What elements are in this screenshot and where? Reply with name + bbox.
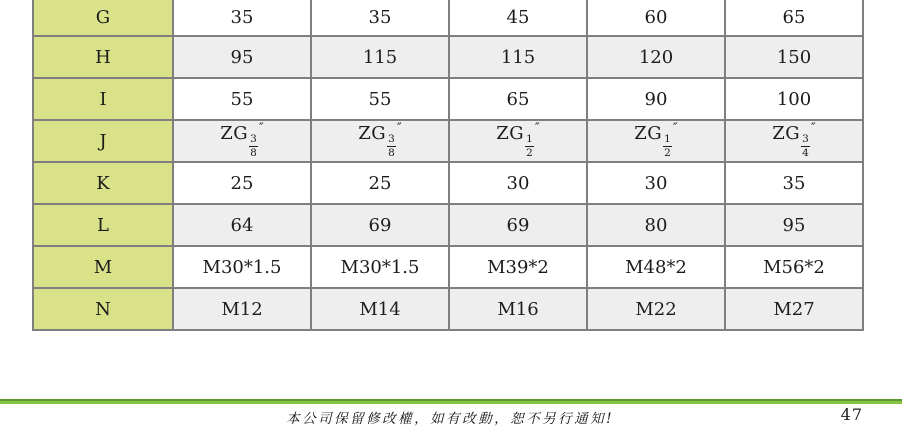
- cell-value: [173, 120, 311, 162]
- cell-value: 150: [725, 36, 863, 78]
- cell-value: M30*1.5: [173, 246, 311, 288]
- table-row: [33, 36, 863, 78]
- cell-value: M48*2: [587, 246, 725, 288]
- footer-note: 本公司保留修改權，如有改動，恕不另行通知!: [286, 411, 615, 427]
- cell-value: 95: [725, 204, 863, 246]
- row-label: N: [33, 288, 173, 330]
- thread-prefix: ZG: [358, 123, 387, 145]
- cell-value: [725, 120, 863, 162]
- cell-value: 55: [311, 78, 449, 120]
- row-label: H: [33, 36, 173, 78]
- cell-value: M56*2: [725, 246, 863, 288]
- cell-value: 95: [173, 36, 311, 78]
- cell-value: 120: [587, 36, 725, 78]
- row-label: J: [33, 120, 173, 162]
- double-prime-mark: ″: [534, 121, 540, 137]
- thread-fraction: $\frac{1}{2}$: [526, 133, 533, 159]
- cell-value: M16: [449, 288, 587, 330]
- table-row: [33, 246, 863, 288]
- thread-fraction: $\frac{3}{8}$: [250, 133, 257, 159]
- page-number: 47: [840, 405, 863, 424]
- table-row: [33, 120, 863, 162]
- cell-value: 30: [449, 162, 587, 204]
- cell-value: 45: [449, 0, 587, 36]
- cell-value: 65: [449, 78, 587, 120]
- spec-table: [32, 0, 864, 331]
- table-row: [33, 162, 863, 204]
- cell-value: M30*1.5: [311, 246, 449, 288]
- cell-value: 30: [587, 162, 725, 204]
- cell-value: 25: [173, 162, 311, 204]
- double-prime-mark: ″: [672, 121, 678, 137]
- cell-value: 35: [173, 0, 311, 36]
- cell-value: 25: [311, 162, 449, 204]
- double-prime-mark: ″: [810, 121, 816, 137]
- table-row: [33, 288, 863, 330]
- thread-prefix: ZG: [634, 123, 663, 145]
- cell-value: 55: [173, 78, 311, 120]
- row-label: M: [33, 246, 173, 288]
- table-row: [33, 204, 863, 246]
- thread-fraction: $\frac{3}{4}$: [802, 133, 809, 159]
- cell-value: 69: [311, 204, 449, 246]
- row-label: G: [33, 0, 173, 36]
- double-prime-mark: ″: [396, 121, 402, 137]
- row-label: L: [33, 204, 173, 246]
- table-row: [33, 78, 863, 120]
- cell-value: 60: [587, 0, 725, 36]
- cell-value: 115: [311, 36, 449, 78]
- thread-prefix: ZG: [496, 123, 525, 145]
- thread-prefix: ZG: [772, 123, 801, 145]
- cell-value: 100: [725, 78, 863, 120]
- thread-fraction: $\frac{1}{2}$: [664, 133, 671, 159]
- cell-value: M14: [311, 288, 449, 330]
- cell-value: 65: [725, 0, 863, 36]
- cell-value: 35: [725, 162, 863, 204]
- cell-value: M39*2: [449, 246, 587, 288]
- thread-prefix: ZG: [220, 123, 249, 145]
- spec-table-body: [33, 0, 863, 330]
- cell-value: 69: [449, 204, 587, 246]
- cell-value: M12: [173, 288, 311, 330]
- cell-value: 80: [587, 204, 725, 246]
- row-label: I: [33, 78, 173, 120]
- cell-value: [311, 120, 449, 162]
- cell-value: 115: [449, 36, 587, 78]
- cell-value: 90: [587, 78, 725, 120]
- table-row: [33, 0, 863, 36]
- row-label: K: [33, 162, 173, 204]
- cell-value: M22: [587, 288, 725, 330]
- cell-value: 35: [311, 0, 449, 36]
- cell-value: [449, 120, 587, 162]
- thread-fraction: $\frac{3}{8}$: [388, 133, 395, 159]
- footer-divider-rule: [0, 399, 902, 404]
- double-prime-mark: ″: [258, 121, 264, 137]
- cell-value: 64: [173, 204, 311, 246]
- cell-value: [587, 120, 725, 162]
- cell-value: M27: [725, 288, 863, 330]
